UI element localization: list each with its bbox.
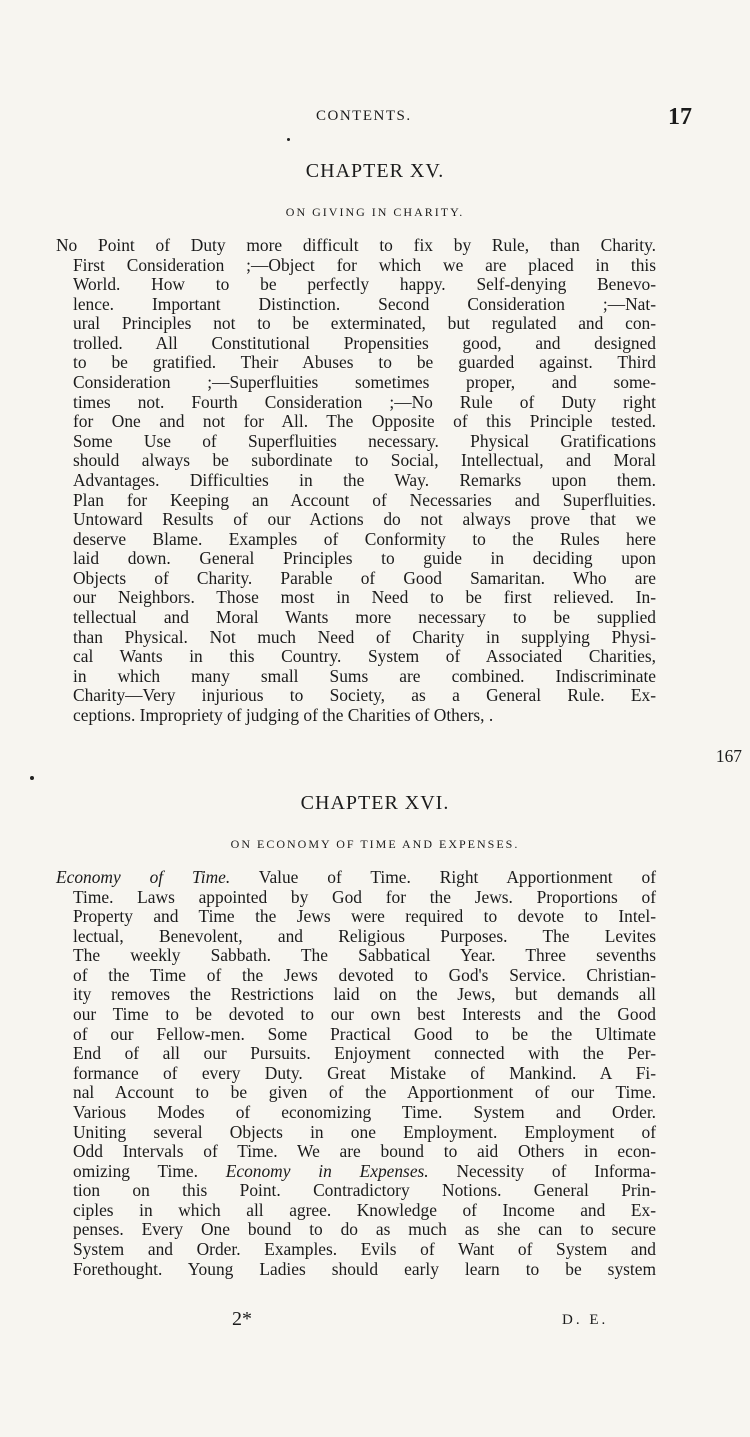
- signature-mark: 2*: [232, 1308, 252, 1330]
- text-line: than Physical. Not much Need of Charity in supplying Physi-: [73, 626, 656, 647]
- text-line: ural Principles not to be exterminated, but regulated and con-: [73, 313, 656, 334]
- text-line: should always be subordinate to Social, Intellectual, and Moral: [73, 450, 656, 471]
- text-line: of our Fellow-men. Some Practical Good to be the Ultimate: [73, 1023, 656, 1044]
- text-line: ciples in which all agree. Knowledge of Income and Ex-: [73, 1199, 656, 1220]
- text-line: our Time to be devoted to our own best Interests and the Good: [73, 1004, 656, 1025]
- text-line: Consideration ;—Superfluities sometimes proper, and some-: [73, 372, 656, 393]
- text-line: Time. Laws appointed by God for the Jews. Proportions of: [73, 886, 656, 907]
- text-line: our Neighbors. Those most in Need to be first relieved. In-: [73, 587, 656, 608]
- text-line: Plan for Keeping an Account of Necessaries and Superfluities.: [73, 489, 656, 510]
- text-line: penses. Every One bound to do as much as she can to secure: [73, 1219, 656, 1240]
- text-line: tellectual and Moral Wants more necessary to be supplied: [73, 606, 656, 627]
- text-line: times not. Fourth Consideration ;—No Rule of Duty right: [73, 391, 656, 412]
- text-line: Objects of Charity. Parable of Good Samaritan. Who are: [73, 567, 656, 588]
- text-line: lence. Important Distinction. Second Consideration ;—Nat-: [73, 293, 656, 314]
- chapter-subtitle: ON ECONOMY OF TIME AND EXPENSES.: [230, 837, 520, 851]
- page-footer: [0, 1308, 750, 1338]
- text-line: lectual, Benevolent, and Religious Purposes. The Levites: [73, 925, 656, 946]
- running-head: [0, 104, 750, 134]
- text-line: Forethought. Young Ladies should early learn to be system: [73, 1258, 656, 1279]
- text-line: Advantages. Difficulties in the Way. Remarks upon them.: [73, 469, 656, 490]
- text-line: omizing Time. Economy in Expenses. Necessity of Informa-: [73, 1160, 657, 1181]
- running-title: CONTENTS.: [316, 108, 412, 124]
- text-line: Odd Intervals of Time. We are bound to aid Others in econ-: [73, 1141, 656, 1162]
- chapter-page-reference: 167: [715, 746, 742, 766]
- text-line: Untoward Results of our Actions do not always prove that we: [73, 509, 656, 530]
- chapter-summary-paragraph: [56, 868, 656, 1279]
- text-line: trolled. All Constitutional Propensities good, and designed: [73, 332, 656, 353]
- ink-speck: [287, 138, 290, 141]
- text-line: for One and not for All. The Opposite of this Principle tested.: [73, 411, 656, 432]
- text-line: First Consideration ;—Object for which we are placed in this: [73, 254, 656, 275]
- text-line: Charity—Very injurious to Society, as a General Rule. Ex-: [73, 685, 656, 706]
- footer-signature: D. E.: [562, 1312, 609, 1328]
- chapter-heading: CHAPTER XVI.: [300, 792, 450, 814]
- text-line: No Point of Duty more difficult to fix by Rule, than Charity.: [56, 235, 656, 255]
- text-line: tion on this Point. Contradictory Notions. General Prin-: [73, 1180, 656, 1201]
- text-line: formance of every Duty. Great Mistake of Mankind. A Fi-: [73, 1062, 656, 1083]
- margin-mark: [30, 776, 34, 780]
- chapter-subtitle: ON GIVING IN CHARITY.: [285, 205, 465, 219]
- text-line: Various Modes of economizing Time. System and Order.: [73, 1101, 656, 1122]
- page-number: 17: [668, 104, 692, 130]
- text-line: ceptions. Impropriety of judging of the Charities of Others, .: [73, 704, 494, 725]
- text-line: of the Time of the Jews devoted to God's Service. Christian-: [73, 964, 656, 985]
- text-line: End of all our Pursuits. Enjoyment connected with the Per-: [73, 1043, 656, 1064]
- text-line: The weekly Sabbath. The Sabbatical Year. Three sevenths: [73, 945, 656, 966]
- text-line: nal Account to be given of the Apportionment of our Time.: [73, 1082, 656, 1103]
- text-line: in which many small Sums are combined. Indiscriminate: [73, 665, 656, 686]
- chapter-summary-paragraph: [56, 236, 656, 725]
- text-line: Uniting several Objects in one Employment. Employment of: [73, 1121, 656, 1142]
- text-line: laid down. General Principles to guide in deciding upon: [73, 548, 656, 569]
- text-line: Economy of Time. Value of Time. Right Apportionment of: [56, 867, 656, 887]
- chapter-heading: CHAPTER XV.: [305, 160, 445, 182]
- text-line: to be gratified. Their Abuses to be guarded against. Third: [73, 352, 656, 373]
- text-line: Property and Time the Jews were required to devote to Intel-: [73, 906, 656, 927]
- text-line: World. How to be perfectly happy. Self-denying Benevo-: [73, 274, 656, 295]
- text-line: cal Wants in this Country. System of Associated Charities,: [73, 646, 656, 667]
- text-line: deserve Blame. Examples of Conformity to the Rules here: [73, 528, 656, 549]
- text-line: Some Use of Superfluities necessary. Physical Gratifications: [73, 430, 656, 451]
- text-line: System and Order. Examples. Evils of Want of System and: [73, 1238, 656, 1259]
- text-line: ity removes the Restrictions laid on the Jews, but demands all: [73, 984, 656, 1005]
